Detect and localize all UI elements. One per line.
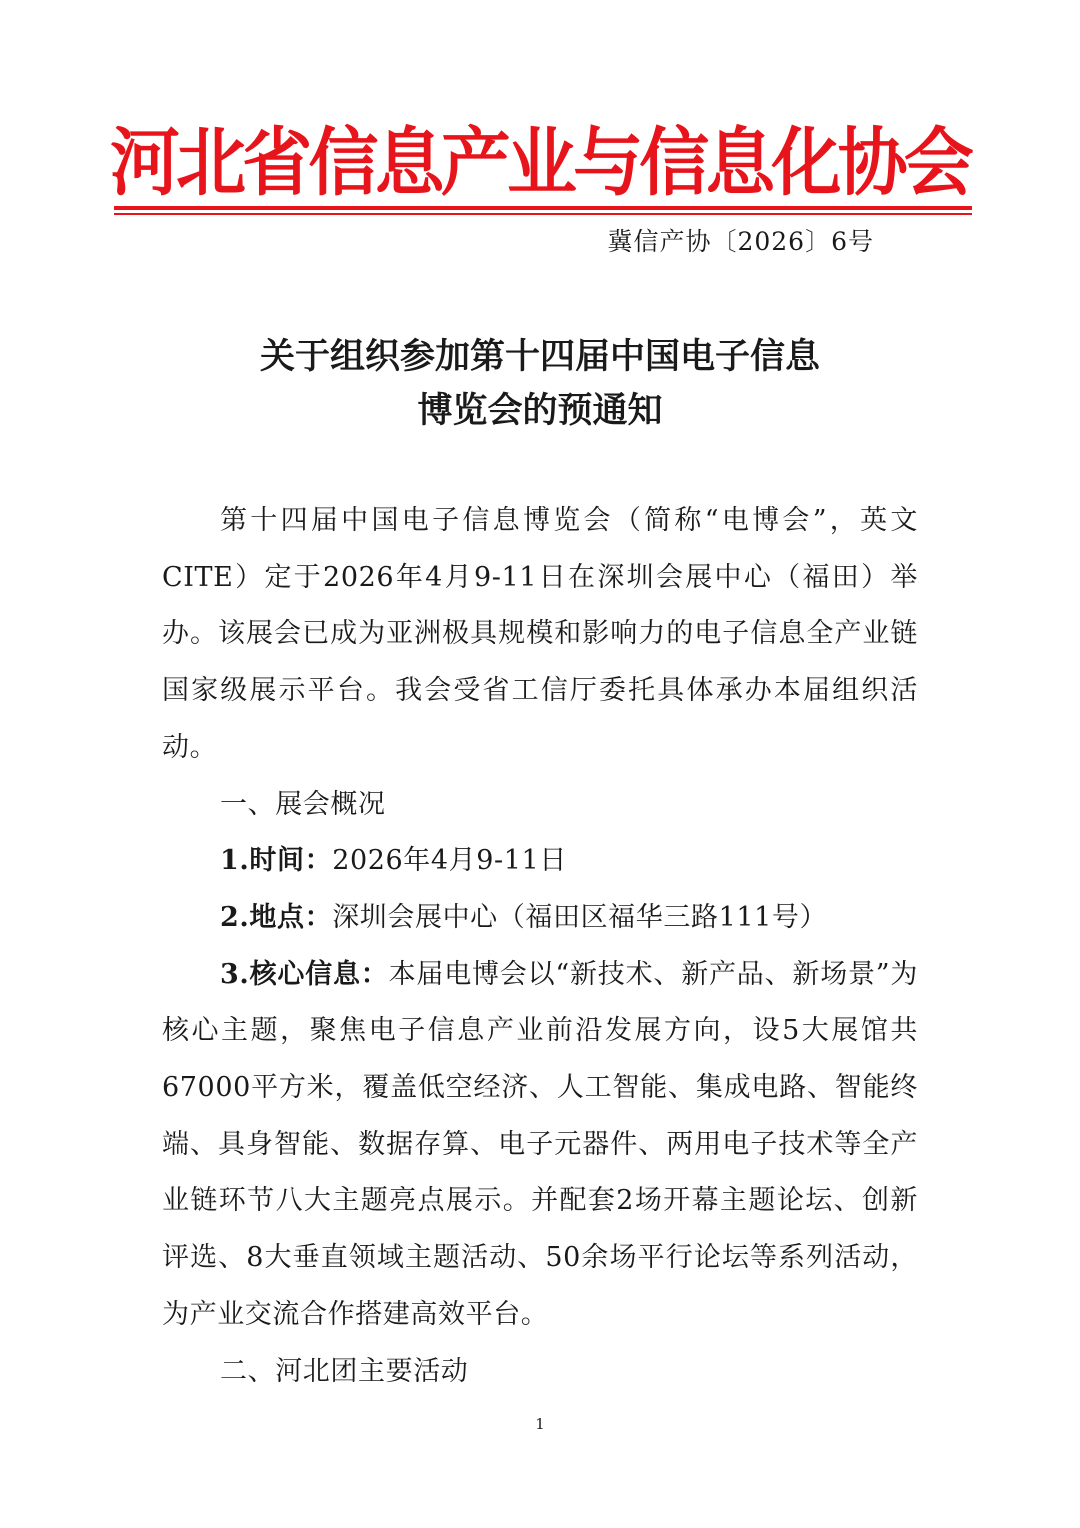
masthead-rule-thin [114,213,972,215]
item-time-text: 2026年4月9-11日 [332,845,567,877]
section-heading-overview: 一、展会概况 [220,788,386,820]
document-title-line-2: 博览会的预通知 [417,390,663,431]
masthead-rule-thick [114,206,972,210]
item-location [162,890,918,947]
item-core-info-text: 本届电博会以“新技术、新产品、新场景”为核心主题，聚焦电子信息产业前沿发展方向，设5大展馆共67000平方米，覆盖低空经济、人工智能、集成电路、智能终端、具身智能、数据存算、电子元器件、两用电子技术等全产业链环节八大主题亮点展示。并配套2场开幕主题论坛、创新评选、8大垂直领域主题活动、50余场平行论坛等系列活动，为产业交流合作搭建高效平台。 [162,958,918,1330]
organization-masthead: 河北省信息产业与信息化协会 [110,120,970,206]
document-title [140,330,940,438]
document-title-line-1: 关于组织参加第十四届中国电子信息 [259,336,820,377]
document-number: 冀信产协〔2026〕6号 [607,227,874,256]
intro-paragraph: 第十四届中国电子信息博览会（简称“电博会”，英文CITE）定于2026年4月9-11日在深圳会展中心（福田）举办。该展会已成为亚洲极具规模和影响力的电子信息全产业链国家级展示平台。我会受省工信厅委托具体承办本届组织活动。 [162,505,918,763]
item-location-label: 2.地点： [220,901,333,933]
item-core-info-label: 3.核心信息： [220,958,389,990]
item-core-info [162,947,918,1344]
section-heading-hebei-activities: 二、河北团主要活动 [220,1355,469,1387]
document-body [162,493,918,1400]
page-number: 1 [535,1415,545,1433]
item-location-text: 深圳会展中心（福田区福华三路111号） [332,901,828,933]
item-time [162,833,918,890]
item-time-label: 1.时间： [220,845,333,877]
